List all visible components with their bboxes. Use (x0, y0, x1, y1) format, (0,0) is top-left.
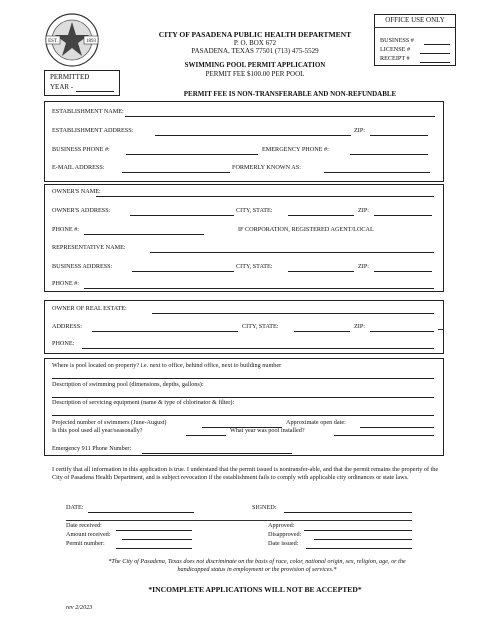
owner-section (44, 184, 444, 292)
real-estate-address-field[interactable] (92, 331, 238, 332)
real-estate-zip-field[interactable] (370, 331, 434, 332)
owner-name-field[interactable] (96, 196, 434, 197)
date-issued-field[interactable] (306, 548, 412, 549)
rep-zip-field[interactable] (374, 271, 432, 272)
owner-phone-label: PHONE #: (52, 226, 79, 233)
form-title: SWIMMING POOL PERMIT APPLICATION (184, 61, 326, 69)
po-box: P. O. BOX 672 (233, 39, 277, 47)
representative-name-label: REPRESENTATIVE NAME: (52, 244, 126, 251)
year-installed-field[interactable] (334, 435, 434, 436)
pool-description-field[interactable] (52, 397, 434, 398)
date-received-label: Date received: (66, 522, 102, 529)
approved-field[interactable] (304, 530, 412, 531)
date-received-field[interactable] (116, 530, 192, 531)
rep-business-address-field[interactable] (132, 271, 234, 272)
rep-zip-label: ZIP: (358, 263, 370, 270)
approved-label: Approved: (268, 522, 295, 529)
disapproved-field[interactable] (314, 539, 412, 540)
email-label: E-MAIL ADDRESS: (52, 164, 105, 171)
owner-city-state-field[interactable] (288, 215, 354, 216)
permitted-year-field[interactable] (76, 91, 114, 92)
amount-received-label: Amount received: (66, 531, 111, 538)
department-address: PASADENA, TEXAS 77501 (713) 475-5529 (191, 47, 319, 55)
owner-city-state-label: CITY, STATE: (236, 207, 273, 214)
permitted-year-label: YEAR - (50, 83, 74, 91)
rep-business-address-label: BUSINESS ADDRESS: (52, 263, 113, 270)
seal-text-right: 1893 (86, 39, 96, 44)
revision-date: rev 2/2023 (66, 604, 93, 611)
owner-address-field[interactable] (130, 215, 234, 216)
email-field[interactable] (122, 172, 230, 173)
year-installed-label: What year was pool installed? (230, 427, 305, 434)
business-phone-field[interactable] (126, 154, 258, 155)
permit-number-field[interactable] (116, 548, 192, 549)
pool-location-field[interactable] (52, 378, 434, 379)
establishment-address-label: ESTABLISHMENT ADDRESS: (52, 127, 134, 134)
establishment-zip-field[interactable] (370, 135, 428, 136)
receipt-number-field[interactable] (420, 62, 450, 63)
amount-received-field[interactable] (122, 539, 192, 540)
signed-label: SIGNED: (252, 504, 277, 511)
swimmers-label: Projected number of swimmers (June-August) (52, 419, 167, 426)
establishment-zip-label: ZIP: (354, 127, 366, 134)
license-number-field[interactable] (420, 53, 450, 54)
establishment-name-field[interactable] (125, 116, 435, 117)
rep-phone-label: PHONE #: (52, 280, 79, 287)
establishment-address-field[interactable] (155, 135, 351, 136)
rep-city-state-field[interactable] (288, 271, 354, 272)
real-estate-phone-label: PHONE: (52, 340, 75, 347)
servicing-equipment-question: Description of servicing equipment (name & type of chlorinator & filter): (52, 399, 235, 406)
business-phone-label: BUSINESS PHONE #: (52, 146, 110, 153)
department-title: CITY OF PASADENA PUBLIC HEALTH DEPARTMENT (158, 30, 352, 39)
real-estate-owner-field[interactable] (152, 313, 434, 314)
seal-text-left: EST. (48, 39, 58, 44)
office-use-title: OFFICE USE ONLY (385, 16, 445, 24)
license-number-label: LICENSE # (380, 46, 411, 53)
real-estate-phone-field[interactable] (82, 348, 434, 349)
emergency-911-label: Emergency 911 Phone Number: (52, 445, 132, 452)
emergency-phone-label: EMERGENCY PHONE #: (262, 146, 329, 153)
open-date-label: Approximate open date: (286, 419, 346, 426)
owner-name-label: OWNER'S NAME: (52, 188, 101, 195)
permit-fee: PERMIT FEE $100.00 PER POOL (205, 70, 305, 78)
business-number-label: BUSINESS # (380, 37, 414, 44)
date-issued-label: Date issued: (268, 540, 299, 547)
disapproved-label: Disapproved: (268, 531, 302, 538)
owner-phone-field[interactable] (84, 234, 204, 235)
owner-zip-field[interactable] (374, 215, 432, 216)
representative-name-field[interactable] (150, 252, 434, 253)
owner-address-label: OWNER'S ADDRESS: (52, 207, 111, 214)
servicing-equipment-field[interactable] (52, 415, 434, 416)
pool-location-question: Where is pool located on property? i.e. next to office, behind office, next to building number (52, 362, 282, 369)
real-estate-zip-label: ZIP: (354, 323, 366, 330)
permitted-label: PERMITTED (50, 73, 90, 81)
rep-city-state-label: CITY, STATE: (236, 263, 273, 270)
real-estate-city-state-label: CITY, STATE: (242, 323, 279, 330)
year-round-field[interactable] (186, 435, 226, 436)
date-label: DATE: (66, 504, 84, 511)
nondiscrimination-disclaimer: *The City of Pasadena, Texas does not discriminate on the basis of race, color, national origin, sex, religion, age, or the handicapped status in employment or the provision of services.* (108, 558, 406, 574)
open-date-field[interactable] (360, 427, 434, 428)
real-estate-owner-label: OWNER OF REAL ESTATE: (52, 305, 127, 312)
permit-number-label: Permit number: (66, 540, 105, 547)
real-estate-city-state-field[interactable] (294, 331, 350, 332)
pool-info-section (44, 358, 444, 456)
pool-description-question: Description of swimming pool (dimensions, depths, gallons): (52, 381, 204, 388)
establishment-name-label: ESTABLISHMENT NAME: (52, 108, 124, 115)
formerly-known-field[interactable] (324, 172, 430, 173)
year-round-label: Is this pool used all year/seasonally? (52, 427, 143, 434)
date-field[interactable] (88, 512, 194, 513)
owner-zip-label: ZIP: (358, 207, 370, 214)
emergency-911-field[interactable] (142, 453, 292, 454)
corporation-note: IF CORPORATION, REGISTERED AGENT/LOCAL (238, 226, 374, 233)
fee-notice: PERMIT FEE IS NON-TRANSFERABLE AND NON-REFUNDABLE (183, 90, 397, 98)
business-number-field[interactable] (424, 44, 450, 45)
formerly-known-label: FORMERLY KNOWN AS: (232, 164, 301, 171)
city-seal-icon (44, 12, 100, 68)
real-estate-address-label: ADDRESS: (52, 323, 82, 330)
certification-text: I certify that all information in this application is true. I understand that the permit issued is nontransfer-able, and that the permit remains the property of the City of Pasadena Health Department, and is subject revocation if the establishment fails to comply with applicable city ordinances or state laws. (52, 466, 439, 482)
incomplete-warning: *INCOMPLETE APPLICATIONS WILL NOT BE ACCEPTED* (148, 585, 362, 594)
rep-phone-field[interactable] (84, 288, 434, 289)
receipt-number-label: RECEIPT # (380, 55, 410, 62)
signature-field[interactable] (284, 512, 412, 513)
emergency-phone-field[interactable] (350, 154, 428, 155)
